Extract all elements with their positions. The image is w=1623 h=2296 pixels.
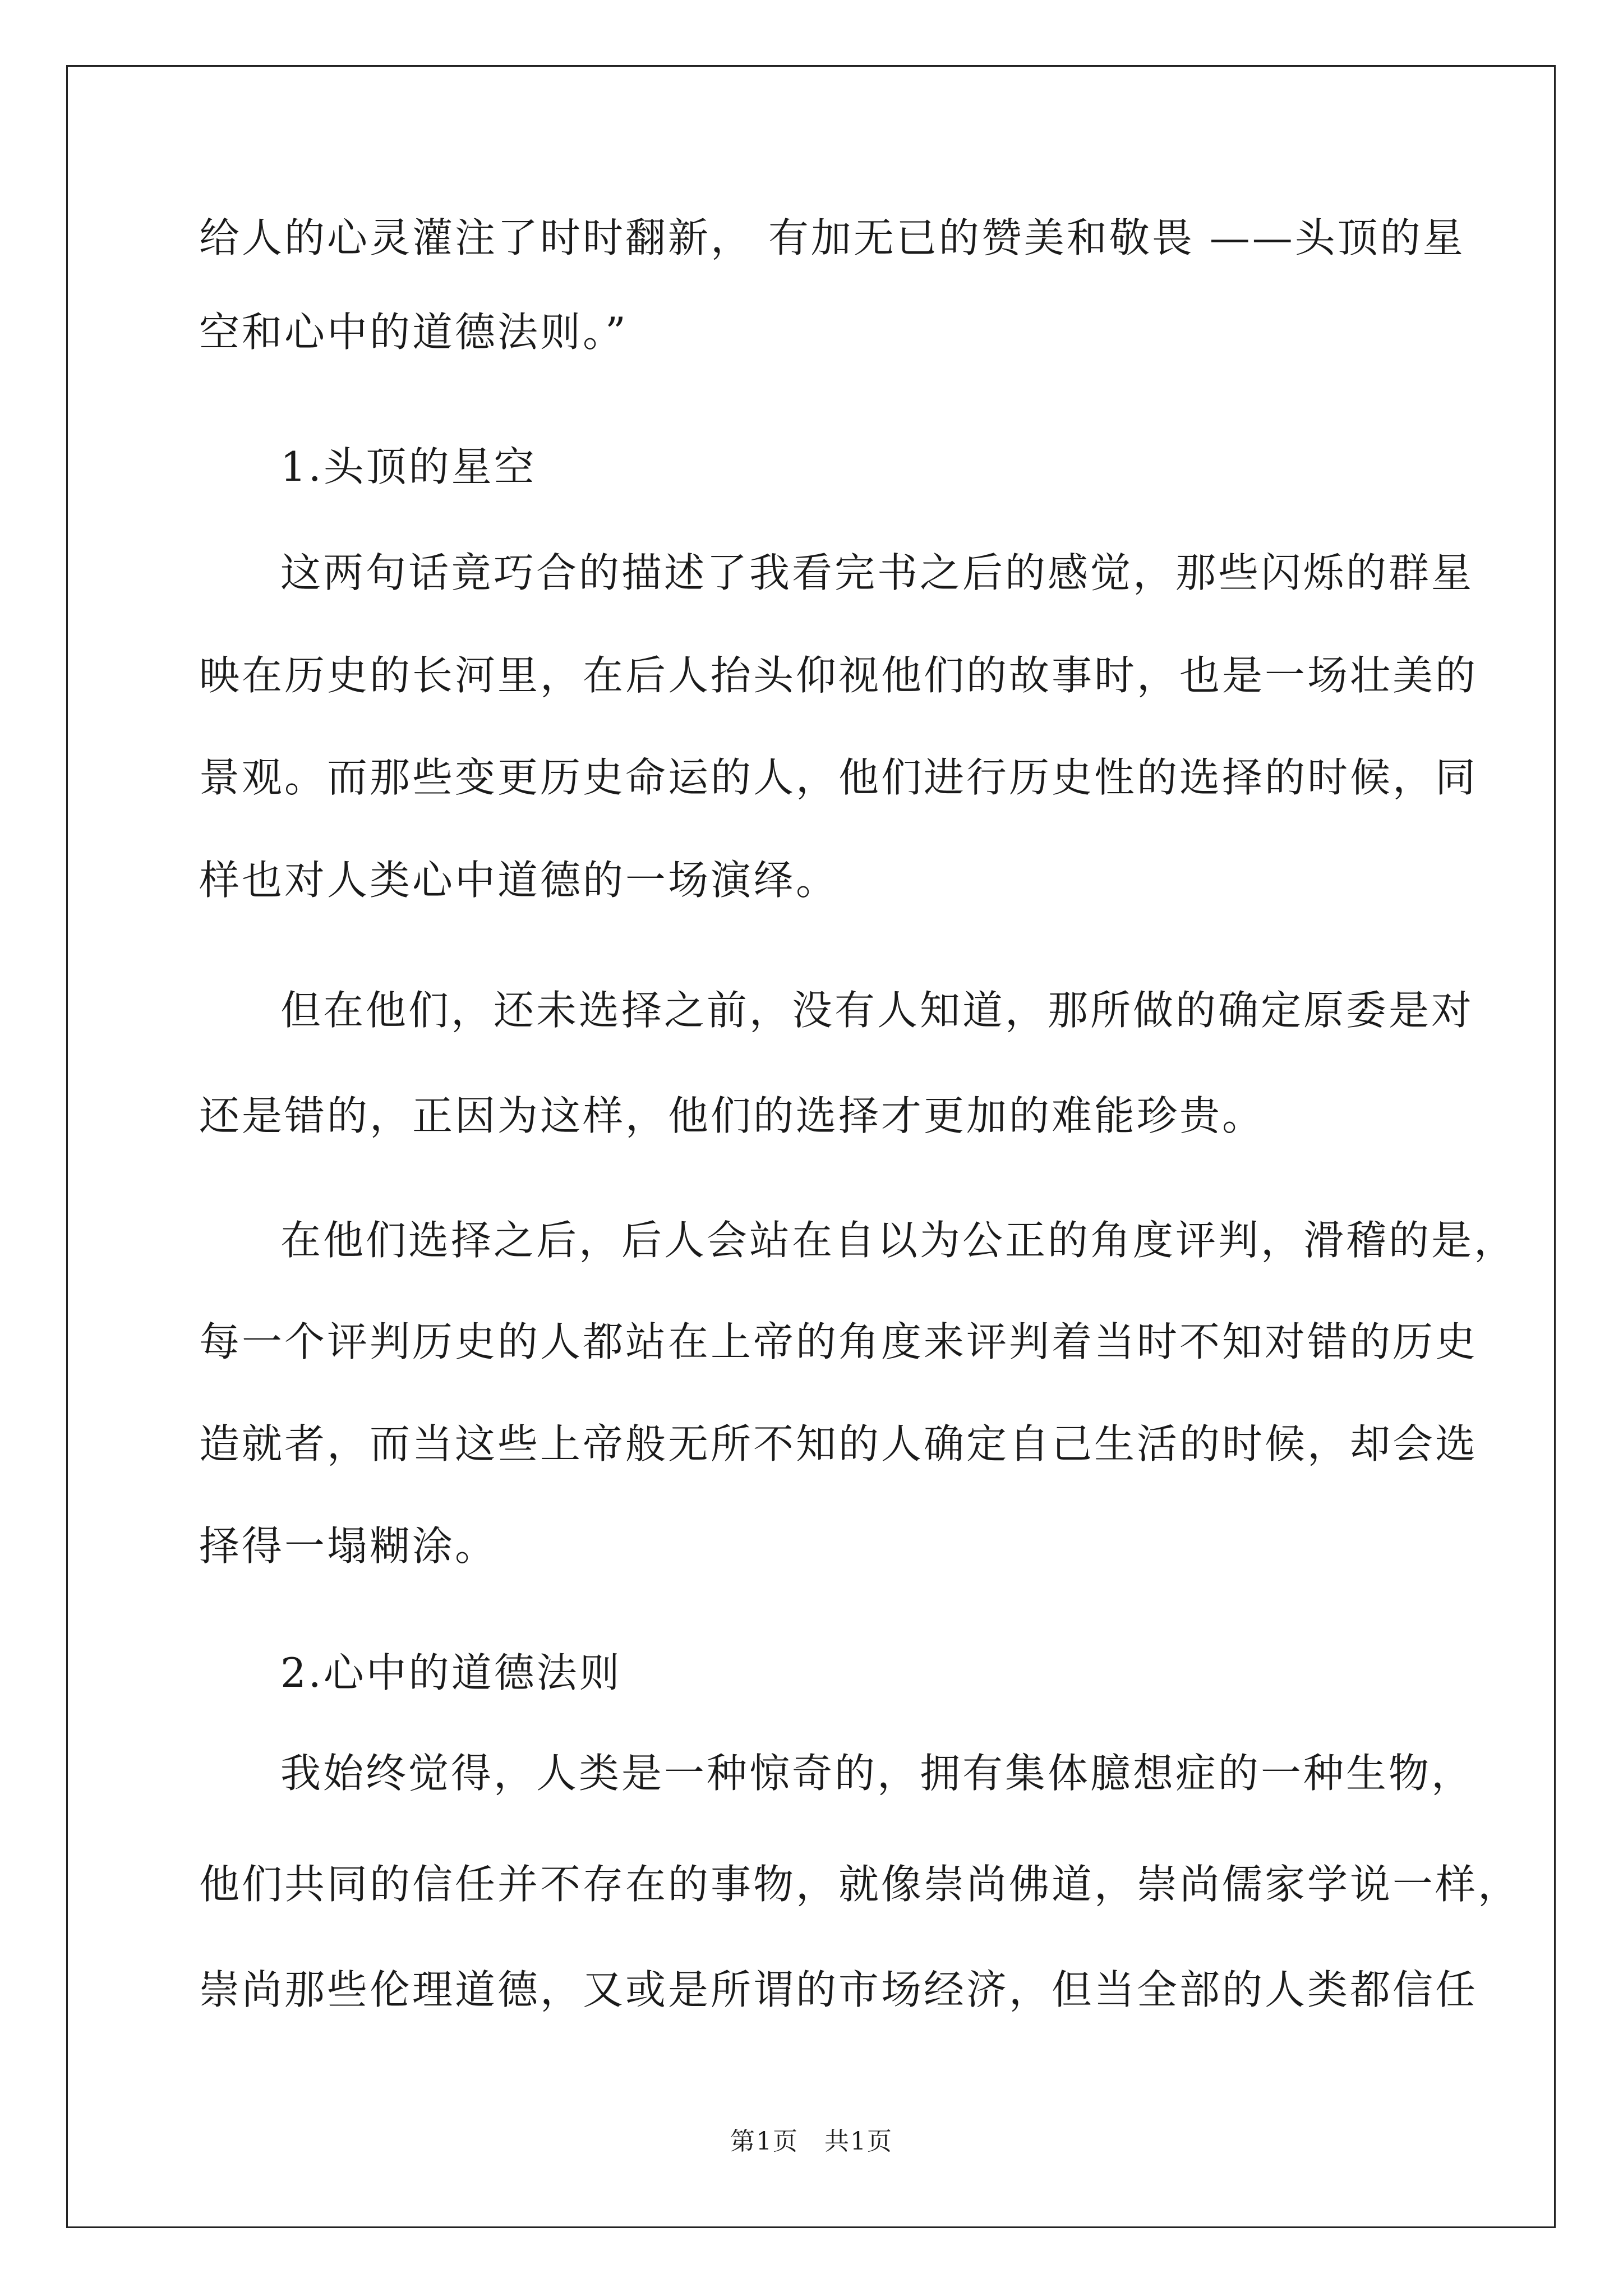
text-line-12: 造就者，而当这些上帝般无所不知的人确定自己生活的时候，却会选 — [199, 1420, 1478, 1467]
text-line-15: 我始终觉得，人类是一种惊奇的，拥有集体臆想症的一种生物， — [280, 1750, 1474, 1797]
text-line-10: 在他们选择之后，后人会站在自以为公正的角度评判，滑稽的是， — [280, 1217, 1517, 1264]
section-heading-2: 2.心中的道德法则 — [280, 1649, 622, 1696]
text-line-16: 他们共同的信任并不存在的事物，就像崇尚佛道，崇尚儒家学说一样， — [199, 1861, 1521, 1908]
text-line-6: 景观。而那些变更历史命运的人，他们进行历史性的选择的时候，同 — [199, 754, 1478, 801]
text-line-11: 每一个评判历史的人都站在上帝的角度来评判着当时不知对错的历史 — [199, 1318, 1478, 1365]
text-line-9: 还是错的，正因为这样，他们的选择才更加的难能珍贵。 — [199, 1092, 1265, 1139]
page-number: 第1页 共1页 — [730, 2127, 893, 2156]
text-line-1: 给人的心灵灌注了时时翻新， 有加无已的赞美和敬畏 ——头顶的星 — [199, 214, 1465, 261]
text-line-7: 样也对人类心中道德的一场演绎。 — [199, 857, 839, 904]
text-line-13: 择得一塌糊涂。 — [199, 1522, 498, 1570]
text-line-2: 空和心中的道德法则。” — [199, 309, 628, 356]
text-line-17: 崇尚那些伦理道德，又或是所谓的市场经济，但当全部的人类都信任 — [199, 1966, 1478, 2013]
text-line-4: 这两句话竟巧合的描述了我看完书之后的感觉，那些闪烁的群星 — [280, 549, 1474, 596]
text-line-5: 映在历史的长河里，在后人抬头仰视他们的故事时，也是一场壮美的 — [199, 652, 1478, 699]
text-line-8: 但在他们，还未选择之前，没有人知道，那所做的确定原委是对 — [280, 987, 1474, 1034]
section-heading-1: 1.头顶的星空 — [280, 443, 537, 490]
